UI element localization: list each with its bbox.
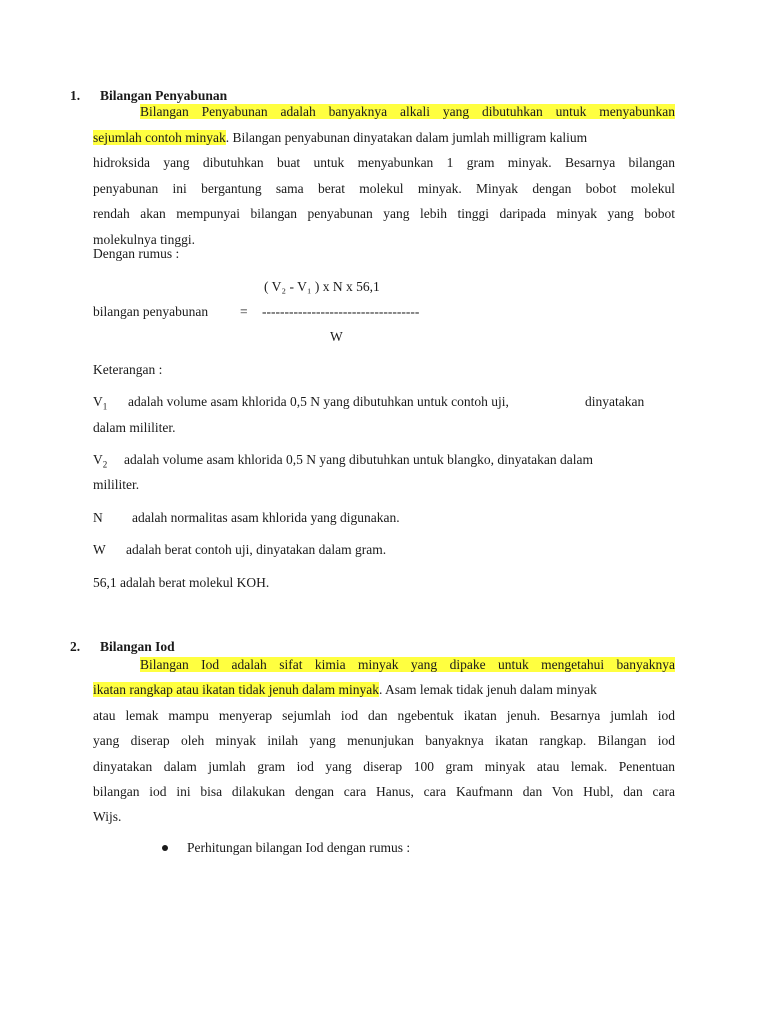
formula-fraction-bar: ----------------------------------- <box>262 304 420 319</box>
w-symbol: W <box>93 542 106 557</box>
body-text: . Bilangan penyabunan dinyatakan dalam jumlah milligram kalium <box>225 130 588 145</box>
section2-line-3: atau lemak mampu menyerap sejumlah iod dan ngebentuk ikatan jenuh. Besarnya jumlah iod <box>93 708 675 723</box>
v2-definition-cont: mililiter. <box>93 477 140 492</box>
section1-line-6: molekulnya tinggi. <box>93 232 195 247</box>
highlight-text: sejumlah contoh minyak <box>93 130 226 145</box>
bullet-text: Perhitungan bilangan Iod dengan rumus : <box>187 840 411 855</box>
v1-definition-tail: dinyatakan <box>585 394 645 409</box>
section2-line-1 <box>140 655 675 674</box>
body-text: . Asam lemak tidak jenuh dalam minyak <box>379 682 597 697</box>
formula-denominator: W <box>330 329 343 344</box>
section1-line-4: penyabunan ini bergantung sama berat molekul minyak. Minyak dengan bobot molekul <box>93 181 675 196</box>
section2-line-4: yang diserap oleh minyak inilah yang menunjukan banyaknya ikatan rangkap. Bilangan iod <box>93 733 675 748</box>
formula-equals: = <box>240 304 248 319</box>
formula-lhs: bilangan penyabunan <box>93 304 209 319</box>
n-symbol: N <box>93 510 103 525</box>
v1-symbol: $V_1$ <box>93 394 108 412</box>
highlight-text: Bilangan Penyabunan adalah banyaknya alkali yang dibutuhkan untuk menyabunkan <box>140 104 675 119</box>
section1-title: Bilangan Penyabunan <box>100 88 228 103</box>
formula-intro: Dengan rumus : <box>93 246 180 261</box>
section2-line-7: Wijs. <box>93 809 122 824</box>
section2-number: 2. <box>70 639 81 654</box>
formula-numerator: ( V₂ - V₁ ) x N x 56,1 <box>264 279 380 294</box>
section2-line-6: bilangan iod ini bisa dilakukan dengan cara Hanus, cara Kaufmann dan Von Hubl, dan cara <box>93 784 675 799</box>
w-definition: adalah berat contoh uji, dinyatakan dalam gram. <box>126 542 387 557</box>
section2-line-5: dinyatakan dalam jumlah gram iod yang diserap 100 gram minyak atau lemak. Penentuan <box>93 759 675 774</box>
keterangan-label: Keterangan : <box>93 362 163 377</box>
highlight-text: Bilangan Iod adalah sifat kimia minyak yang dipake untuk mengetahui banyaknya <box>140 657 675 672</box>
v1-definition-cont: dalam mililiter. <box>93 420 176 435</box>
v2-definition: adalah volume asam khlorida 0,5 N yang dibutuhkan untuk blangko, dinyatakan dalam <box>124 452 594 467</box>
v1-definition: adalah volume asam khlorida 0,5 N yang dibutuhkan untuk contoh uji, <box>128 394 509 409</box>
v2-symbol: $V_2$ <box>93 452 108 470</box>
section1-line-3: hidroksida yang dibutuhkan buat untuk menyabunkan 1 gram minyak. Besarnya bilangan <box>93 155 675 170</box>
highlight-text: ikatan rangkap atau ikatan tidak jenuh dalam minyak <box>93 682 380 697</box>
section1-number: 1. <box>70 88 81 103</box>
bullet-icon <box>162 845 168 851</box>
koh-definition: 56,1 adalah berat molekul KOH. <box>93 575 270 590</box>
section1-line-1 <box>140 102 675 121</box>
n-definition: adalah normalitas asam khlorida yang digunakan. <box>132 510 400 525</box>
section1-line-5: rendah akan mempunyai bilangan penyabunan yang lebih tinggi daripada minyak yang bobot <box>93 206 675 221</box>
section2-line-2 <box>93 680 675 699</box>
section2-title: Bilangan Iod <box>100 639 175 654</box>
section1-line-2 <box>93 128 675 147</box>
